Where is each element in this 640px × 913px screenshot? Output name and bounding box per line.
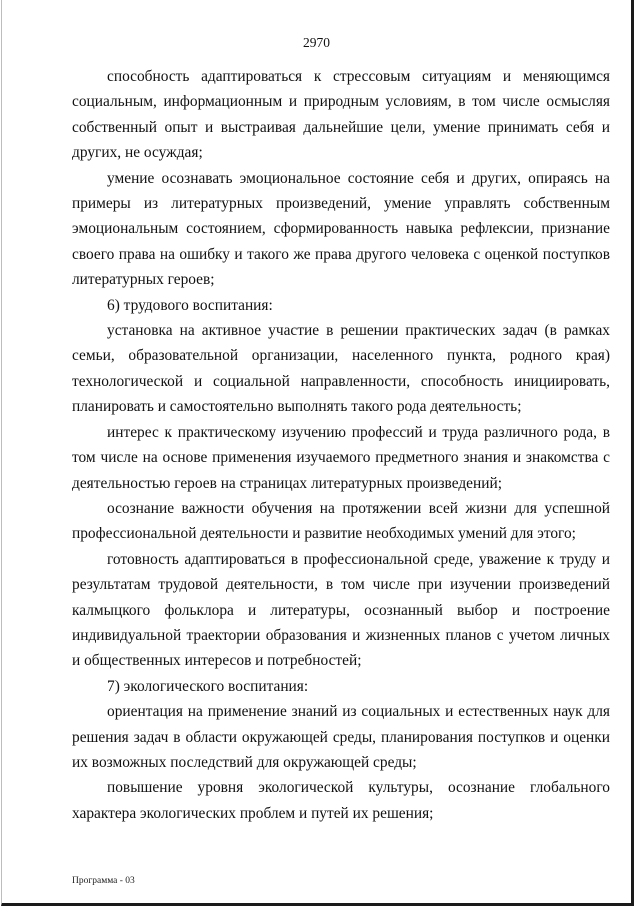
document-page <box>1 0 634 906</box>
document-body <box>72 64 610 826</box>
paragraph: повышение уровня экологической культуры, осознание глобального характера экологических проблем и путей их решения; <box>72 779 610 822</box>
paragraph: ориентация на применение знаний из социальных и естественных наук для решения задач в области окружающей среды, планирования поступков и оценки их возможных последствий для окружающей среды; <box>72 703 610 771</box>
paragraph: способность адаптироваться к стрессовым ситуациям и меняющимся социальным, информационным и природным условиям, в том числе осмысляя собственный опыт и выстраивая дальнейшие цели, умение принимать себя и других, не осуждая; <box>72 68 610 162</box>
paragraph: осознание важности обучения на протяжении всей жизни для успешной профессиональной деятельности и развитие необходимых умений для этого; <box>72 499 610 543</box>
paragraph: умение осознавать эмоциональное состояние себя и других, опираясь на примеры из литературных произведений, умение управлять собственным эмоциональным состоянием, сформированность навыка рефлексии, признание своего права на ошибку и такого же права другого человека с оценкой поступков литературных героев; <box>72 169 610 289</box>
section-heading: 7) экологического воспитания: <box>107 677 309 695</box>
paragraph: интерес к практическому изучению профессий и труда различного рода, в том числе на основе применения изучаемого предметного знания и знакомства с деятельностью героев на страницах литературных произведений; <box>72 423 610 492</box>
page-number: 2970 <box>303 35 330 50</box>
paragraph: готовность адаптироваться в профессиональной среде, уважение к труду и результатам трудовой деятельности, в том числе при изучении произведений калмыцкого фольклора и литературы, осознанный выбор и построение индивидуальной траектории образования и жизненных планов с учетом личных и общественных интересов и потребностей; <box>72 550 610 670</box>
section-heading: 6) трудового воспитания: <box>107 296 273 314</box>
paragraph: установка на активное участие в решении практических задач (в рамках семьи, образовательной организации, населенного пункта, родного края) технологической и социальной направленности, способность инициировать, планировать и самостоятельно выполнять такого рода деятельность; <box>72 322 610 416</box>
footer-label: Программа - 03 <box>72 876 135 886</box>
